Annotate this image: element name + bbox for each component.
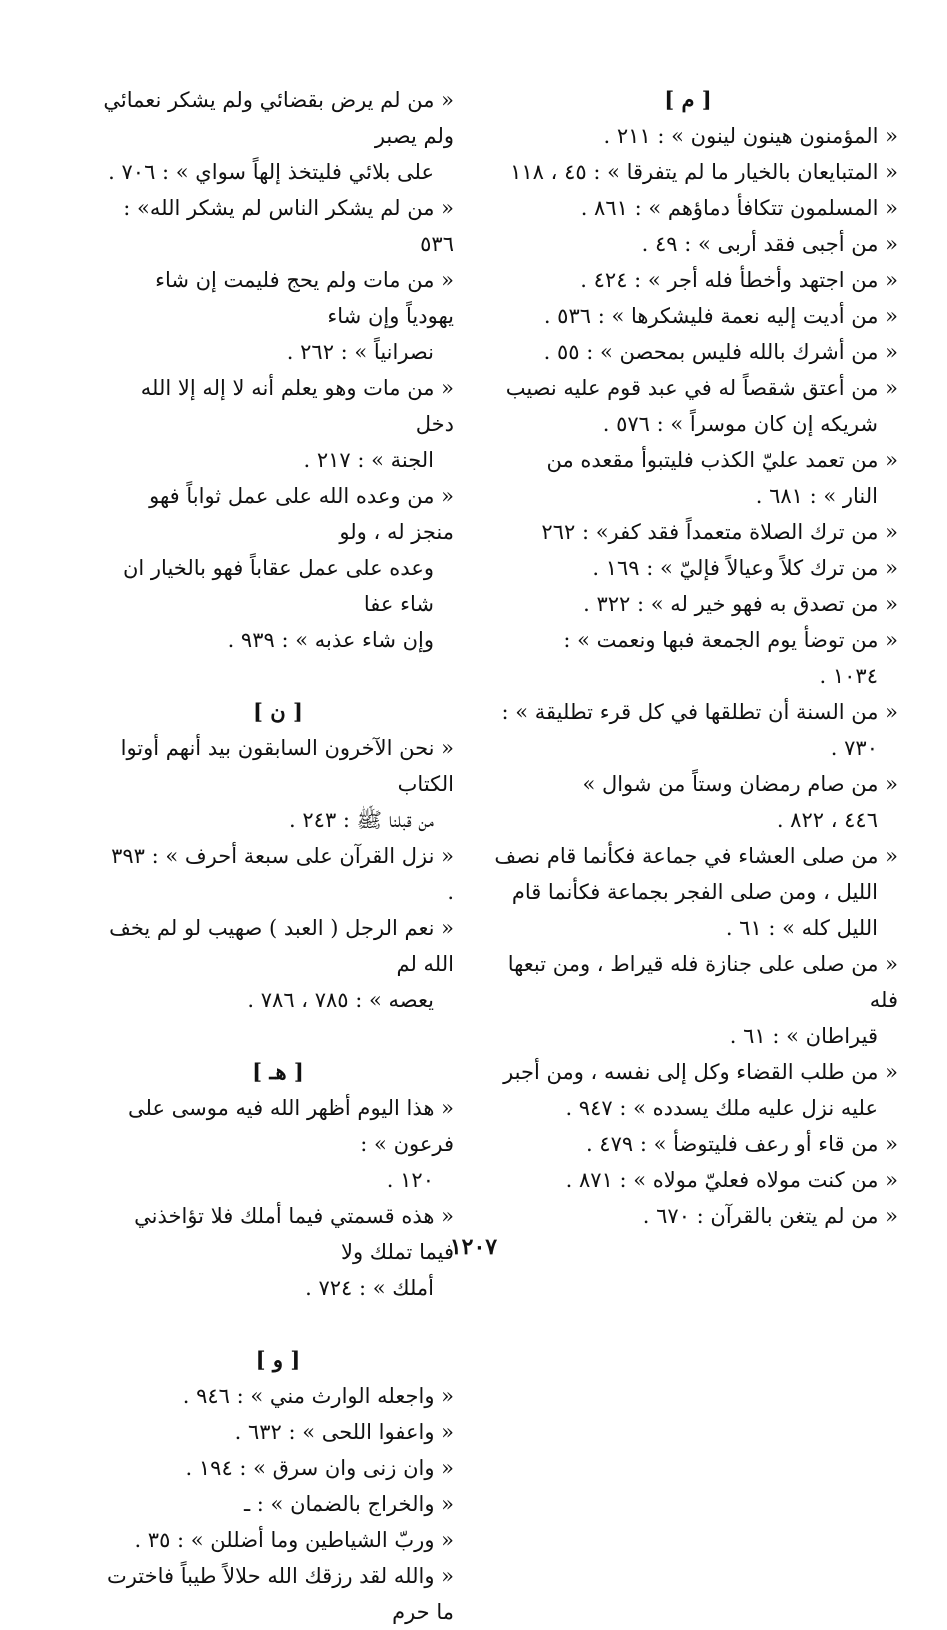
hadith-entry xyxy=(102,1414,454,1450)
hadith-entry xyxy=(478,586,898,622)
entry-line: « من لم يرض بقضائي ولم يشكر نعمائي ولم يصبر xyxy=(103,88,454,148)
hadith-entry xyxy=(478,946,898,1054)
hadith-entry xyxy=(478,1162,898,1198)
hadith-entry xyxy=(478,622,898,694)
entry-continuation: نصرانياً » : ٢٦٢ . xyxy=(286,340,434,364)
entry-line: « المسلمون تتكافأ دماؤهم » : ٨٦١ . xyxy=(580,196,898,220)
entry-continuation: من قبلنا ﷺ : ٢٤٣ . xyxy=(289,808,434,832)
hadith-entry xyxy=(102,262,454,370)
entry-line: « من لم يتغن بالقرآن : ٦٧٠ . xyxy=(642,1204,898,1228)
entry-line: « هذه قسمتي فيما أملك فلا تؤاخذني فيما تملك ولا xyxy=(134,1204,454,1264)
entry-continuation: ٤٤٦ ، ٨٢٢ . xyxy=(776,808,878,832)
right-column xyxy=(478,82,898,1234)
entry-continuation: الليل كله » : ٦١ . xyxy=(725,916,878,940)
hadith-entry xyxy=(102,1558,454,1630)
left-column xyxy=(102,82,454,1630)
hadith-entry xyxy=(102,1522,454,1558)
entry-line: « من ترك الصلاة متعمداً فقد كفر» : ٢٦٢ xyxy=(541,520,898,544)
entry-continuation: النار » : ٦٨١ . xyxy=(755,484,878,508)
hadith-entry xyxy=(102,1450,454,1486)
entry-line: « من طلب القضاء وكل إلى نفسه ، ومن أجبر xyxy=(503,1060,898,1084)
hadith-entry xyxy=(478,190,898,226)
entry-line: « من تصدق به فهو خير له » : ٣٢٢ . xyxy=(583,592,898,616)
hadith-entry xyxy=(102,1090,454,1198)
hadith-entry xyxy=(478,298,898,334)
entry-line: « من صلى العشاء في جماعة فكأنما قام نصف xyxy=(494,844,898,868)
entry-line: « نحن الآخرون السابقون بيد أنهم أوتوا الكتاب xyxy=(120,736,454,796)
hadith-entry xyxy=(102,1378,454,1414)
hadith-entry xyxy=(478,262,898,298)
hadith-entry xyxy=(478,226,898,262)
entry-line: « المتبايعان بالخيار ما لم يتفرقا » : ٤٥ ، ١١٨ xyxy=(510,160,898,184)
entry-line: « من اجتهد وأخطأ فله أجر » : ٤٢٤ . xyxy=(580,268,898,292)
entry-line: « هذا اليوم أظهر الله فيه موسى على فرعون » : xyxy=(127,1096,454,1156)
hadith-entry xyxy=(478,334,898,370)
entry-line: « واجعله الوارث مني » : ٩٤٦ . xyxy=(182,1384,454,1408)
entry-continuation: ١٢٠ . xyxy=(386,1168,434,1192)
hadith-entry xyxy=(102,370,454,478)
entry-line: « والخراج بالضمان » : ـ xyxy=(243,1492,454,1516)
hadith-entry xyxy=(478,514,898,550)
entry-line: « من قاء أو رعف فليتوضأ » : ٤٧٩ . xyxy=(585,1132,898,1156)
entry-continuation: على بلائي فليتخذ إلهاً سواي » : ٧٠٦ . xyxy=(108,160,434,184)
hadith-entry xyxy=(478,370,898,442)
entry-line: « من تعمد عليّ الكذب فليتبوأ مقعده من xyxy=(546,448,898,472)
entry-line: « واعفوا اللحى » : ٦٣٢ . xyxy=(234,1420,454,1444)
hadith-entry xyxy=(478,1126,898,1162)
entry-line: « من مات وهو يعلم أنه لا إله إلا الله دخل xyxy=(140,376,454,436)
entry-continuation: ٧٣٠ . xyxy=(830,736,878,760)
entry-continuation: الجنة » : ٢١٧ . xyxy=(303,448,434,472)
page-number: ١٢٠٧ xyxy=(449,1234,498,1260)
entry-line: « نزل القرآن على سبعة أحرف » : ٣٩٣ . xyxy=(111,844,454,904)
hadith-entry xyxy=(478,1054,898,1126)
entry-line: « من لم يشكر الناس لم يشكر الله» : ٥٣٦ xyxy=(123,196,454,256)
section-spacer xyxy=(102,1018,454,1054)
letter-heading: [ ن ] xyxy=(253,699,303,724)
hadith-entry xyxy=(478,1198,898,1234)
section-spacer xyxy=(102,1306,454,1342)
hadith-entry xyxy=(478,442,898,514)
letter-heading: [ م ] xyxy=(664,87,712,112)
entry-line: « من السنة أن تطلقها في كل قرء تطليقة » : xyxy=(501,700,898,724)
letter-heading: [ هـ ] xyxy=(252,1059,304,1084)
entry-continuation: أملك » : ٧٢٤ . xyxy=(305,1276,434,1300)
hadith-entry xyxy=(478,838,898,946)
section-spacer xyxy=(102,658,454,694)
hadith-entry xyxy=(478,694,898,766)
entry-line: « من أشرك بالله فليس بمحصن » : ٥٥ . xyxy=(543,340,898,364)
entry-line: « نعم الرجل ( العبد ) صهيب لو لم يخف الله لم xyxy=(109,916,454,976)
entry-line: « وان زنى وان سرق » : ١٩٤ . xyxy=(185,1456,454,1480)
entry-line: « من وعده الله على عمل ثواباً فهو منجز له ، ولو xyxy=(149,484,454,544)
hadith-entry xyxy=(102,730,454,838)
hadith-entry xyxy=(102,82,454,190)
entry-line: « من أديت إليه نعمة فليشكرها » : ٥٣٦ . xyxy=(543,304,898,328)
entry-line: « من ترك كلاً وعيالاً فإليّ » : ١٦٩ . xyxy=(592,556,898,580)
hadith-entry xyxy=(478,766,898,838)
hadith-entry xyxy=(478,154,898,190)
entry-line: « من توضأ يوم الجمعة فبها ونعمت » : xyxy=(563,628,898,652)
hadith-entry xyxy=(102,190,454,262)
entry-line: « من أجبى فقد أربى » : ٤٩ . xyxy=(641,232,898,256)
entry-continuation: ١٠٣٤ . xyxy=(819,664,878,688)
entry-line: « من مات ولم يحج فليمت إن شاء يهودياً وإن شاء xyxy=(155,268,454,328)
hadith-entry xyxy=(478,118,898,154)
entry-continuation: عليه نزل عليه ملك يسدده » : ٩٤٧ . xyxy=(565,1096,878,1120)
hadith-entry xyxy=(478,550,898,586)
entry-continuation: الليل ، ومن صلى الفجر بجماعة فكأنما قام xyxy=(511,880,878,904)
entry-line: « من صلى على جنازة فله قيراط ، ومن تبعها فله xyxy=(507,952,898,1012)
hadith-entry xyxy=(102,478,454,658)
entry-line: « وربّ الشياطين وما أضللن » : ٣٥ . xyxy=(134,1528,454,1552)
hadith-entry xyxy=(102,1486,454,1522)
entry-continuation: شريكه إن كان موسراً » : ٥٧٦ . xyxy=(602,412,878,436)
entry-line: « من أعتق شقصاً له في عبد قوم عليه نصيب xyxy=(505,376,898,400)
entry-line: « والله لقد رزقك الله حلالاً طيباً فاخترت ما حرم xyxy=(106,1564,454,1624)
entry-continuation: يعصه » : ٧٨٥ ، ٧٨٦ . xyxy=(247,988,434,1012)
entry-line: « المؤمنون هينون لينون » : ٢١١ . xyxy=(603,124,898,148)
hadith-entry xyxy=(102,838,454,910)
entry-line: « من كنت مولاه فعليّ مولاه » : ٨٧١ . xyxy=(565,1168,898,1192)
entry-continuation: وعده على عمل عقاباً فهو بالخيار ان شاء عفا xyxy=(122,556,434,616)
letter-heading: [ و ] xyxy=(255,1347,301,1372)
entry-continuation: قيراطان » : ٦١ . xyxy=(729,1024,878,1048)
entry-line: « من صام رمضان وستاً من شوال » xyxy=(582,772,898,796)
entry-continuation: وإن شاء عذبه » : ٩٣٩ . xyxy=(227,628,434,652)
hadith-entry xyxy=(102,910,454,1018)
